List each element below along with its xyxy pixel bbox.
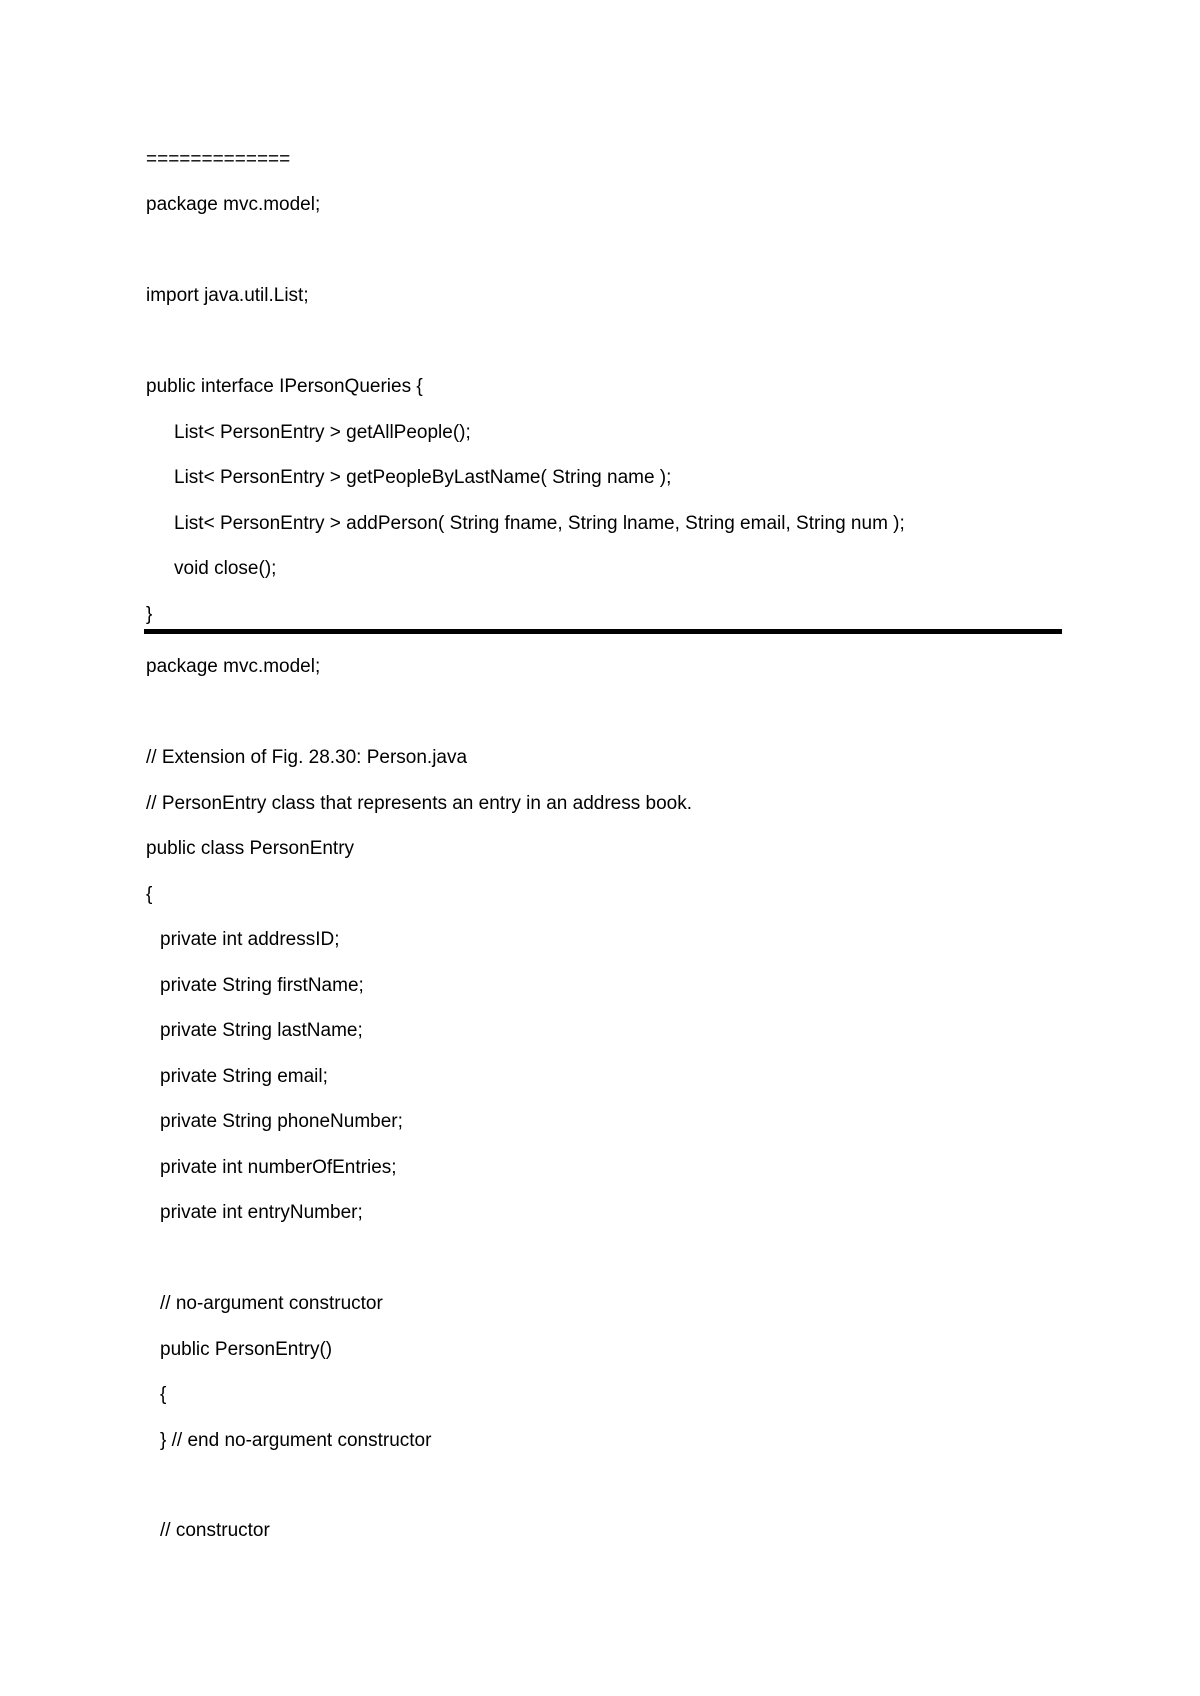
separator-line: ============= xyxy=(146,149,291,170)
interface-method-line: List< PersonEntry > getAllPeople(); xyxy=(174,422,471,443)
constructor-signature-line: public PersonEntry() xyxy=(160,1339,333,1360)
constructor-comment-line: // no-argument constructor xyxy=(160,1293,383,1314)
constructor2-comment-line: // constructor xyxy=(160,1520,270,1541)
interface-method-line: void close(); xyxy=(174,558,277,579)
class-declaration-line: public class PersonEntry xyxy=(146,838,355,859)
import-line: import java.util.List; xyxy=(146,285,309,306)
interface-method-line: List< PersonEntry > addPerson( String fname, String lname, String email, String num ); xyxy=(174,513,905,534)
constructor-close-line: } // end no-argument constructor xyxy=(160,1430,432,1451)
interface-package-line: package mvc.model; xyxy=(146,194,321,215)
field-line: private int addressID; xyxy=(160,929,340,950)
field-line: private String email; xyxy=(160,1066,328,1087)
class-comment-line: // PersonEntry class that represents an entry in an address book. xyxy=(146,793,693,814)
interface-method-line: List< PersonEntry > getPeopleByLastName( String name ); xyxy=(174,467,672,488)
field-line: private String firstName; xyxy=(160,975,364,996)
class-comment-line: // Extension of Fig. 28.30: Person.java xyxy=(146,747,468,768)
interface-declaration-line: public interface IPersonQueries { xyxy=(146,376,423,397)
field-line: private int numberOfEntries; xyxy=(160,1157,397,1178)
constructor-open-brace: { xyxy=(160,1384,167,1405)
interface-closing-brace: } xyxy=(146,604,153,625)
class-open-brace: { xyxy=(146,884,153,905)
field-line: private String lastName; xyxy=(160,1020,363,1041)
field-line: private int entryNumber; xyxy=(160,1202,363,1223)
section-divider-rule xyxy=(144,629,1062,634)
field-line: private String phoneNumber; xyxy=(160,1111,403,1132)
class-package-line: package mvc.model; xyxy=(146,656,321,677)
